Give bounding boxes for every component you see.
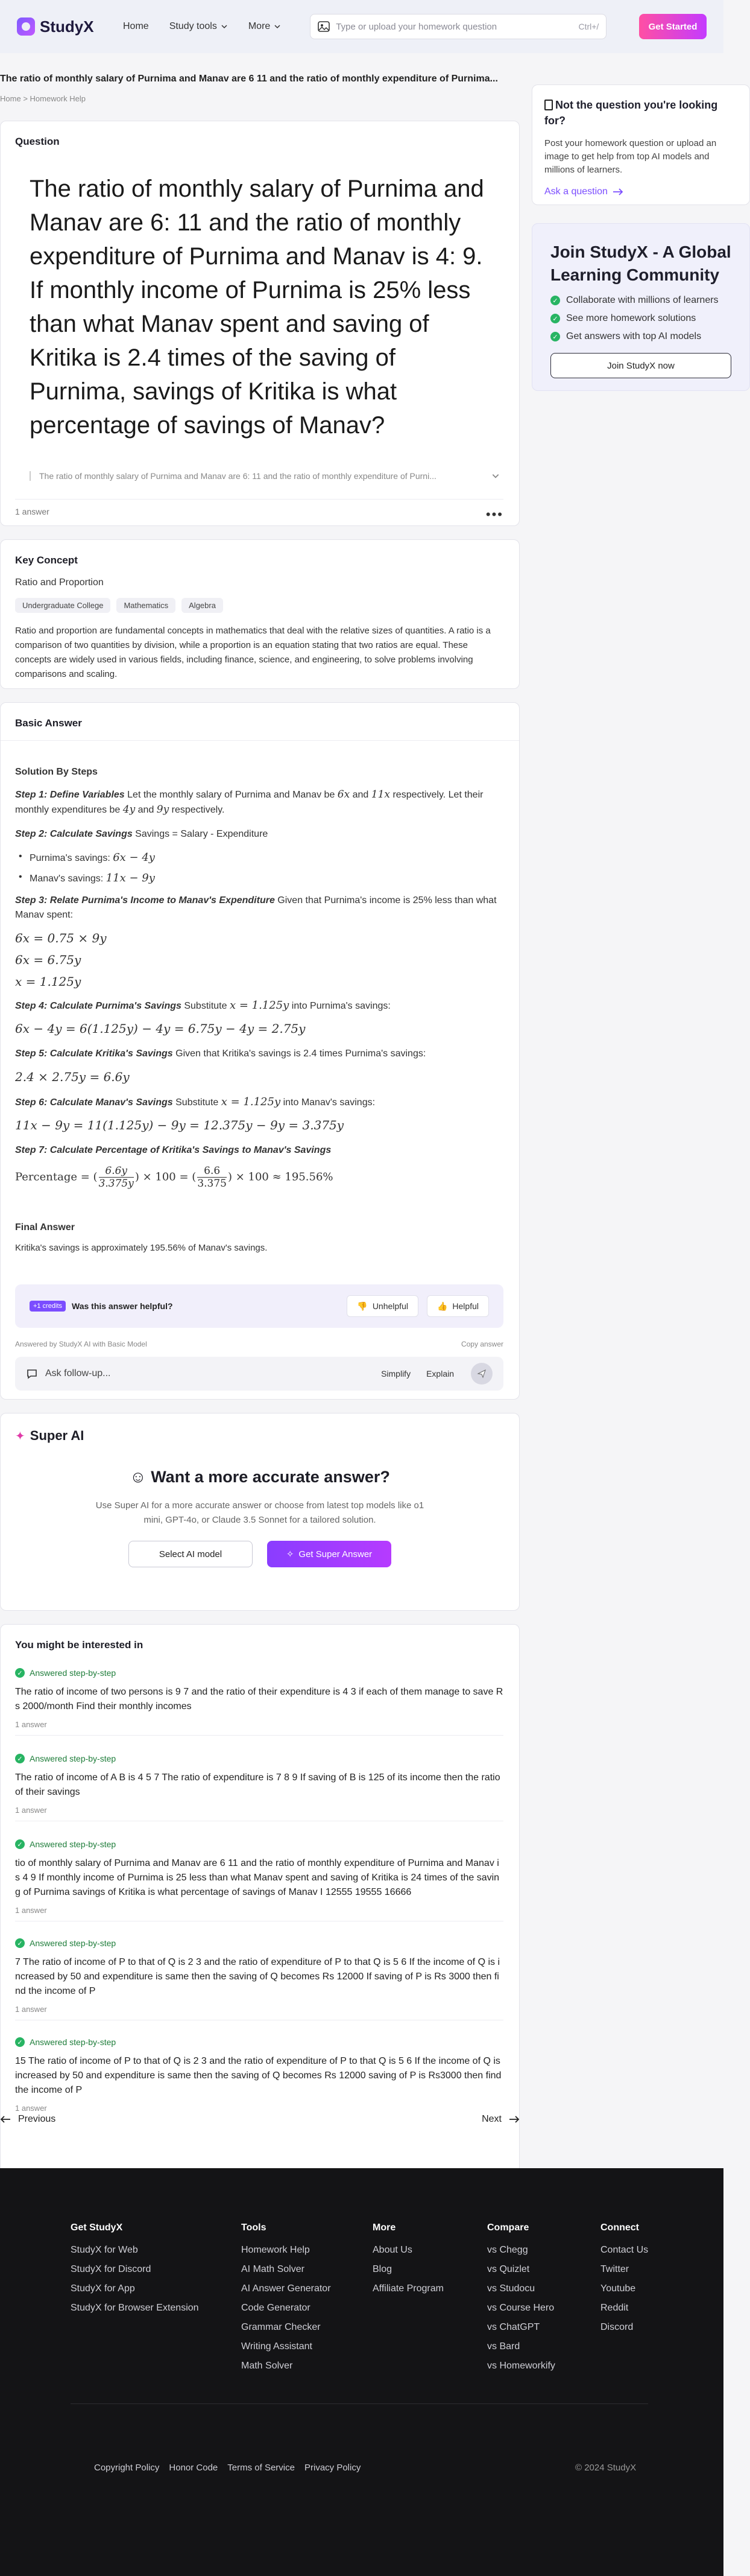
super-ai-description: Use Super AI for a more accurate answer or choose from latest top models like o1 mini, GPT-4o, or Claude 3.5 Sonnet for a tailored solution. [95,1500,424,1525]
check-icon: ✓ [550,332,560,341]
math-expression: 6x − 4y [113,851,155,864]
divider [71,2403,648,2404]
step-3 [15,893,503,922]
related-item-count: 1 answer [15,1720,47,1729]
answered-badge [15,1668,503,1678]
top-nav-bar [0,0,723,53]
nav-home[interactable]: Home [123,21,149,31]
related-item[interactable] [15,1668,503,1736]
chat-icon [26,1368,38,1380]
footer-link[interactable]: Blog [373,2264,392,2274]
breadcrumb-separator: > [23,94,28,103]
math-expression: 11x − 9y [106,872,155,884]
basic-answer-card [0,702,520,1400]
footer [0,2168,723,2576]
check-icon: ✓ [15,1668,25,1678]
footer-column [373,2222,444,2298]
previous-label: Previous [18,2114,56,2124]
list-item-text: Get answers with top AI models [566,331,702,341]
footer-link[interactable]: StudyX for Browser Extension [71,2303,199,2313]
answer-heading: Basic Answer [15,717,82,729]
community-panel [532,223,750,391]
helpful-button[interactable] [427,1295,489,1317]
step-7 [15,1143,503,1158]
footer-link[interactable]: Terms of Service [227,2463,295,2473]
check-icon: ✓ [15,1938,25,1948]
step-title: Step 3: Relate Purnima's Income to Manav's Expenditure [15,895,275,906]
equation: 11x − 9y = 11(1.125y) − 9y = 12.375y − 9y = 3.375y [15,1118,344,1132]
ask-question-label: Ask a question [544,186,608,197]
math-expression: 11x [371,788,391,801]
footer-link[interactable]: Twitter [600,2264,629,2274]
thumbs-up-icon: 👍 [436,1301,448,1311]
answered-badge [15,2037,503,2047]
related-questions-card [0,1624,520,2181]
step-5 [15,1047,503,1061]
fraction-denominator: 3.375y [98,1178,134,1190]
fraction [99,1165,134,1190]
smile-icon: ☺ [130,1468,151,1486]
math-expression: 6x [337,788,350,801]
step-4 [15,998,503,1014]
step-text: into Manav's savings: [280,1097,376,1108]
pager [0,2114,520,2125]
search-input[interactable] [310,14,607,39]
list-item [550,313,731,324]
final-answer-text: Kritika's savings is approximately 195.56% of Manav's savings. [15,1243,268,1253]
check-icon: ✓ [550,314,560,323]
math-expression: 4y [122,804,136,816]
equation: 6x = 6.75y [15,953,81,967]
footer-link[interactable]: AI Math Solver [241,2264,304,2274]
sparkle-icon: ✦ [15,1429,25,1443]
footer-link[interactable]: vs Studocu [487,2283,535,2294]
equation: 6x − 4y = 6(1.125y) − 4y = 6.75y − 4y = 2.75y [15,1021,306,1036]
footer-link[interactable]: Copyright Policy [94,2463,160,2473]
related-item-count: 1 answer [15,2005,47,2014]
related-item[interactable] [15,1938,503,2020]
ask-question-link[interactable] [544,186,737,197]
check-icon: ✓ [15,1839,25,1849]
thumbs-down-icon: 👎 [357,1301,368,1311]
related-item[interactable] [15,1754,503,1821]
footer-link[interactable]: Honor Code [169,2463,218,2473]
key-concept-heading: Key Concept [15,554,78,566]
nav-more-label: More [248,21,271,31]
tag[interactable]: Algebra [181,598,223,613]
super-ai-title [15,1428,505,1444]
answered-badge [15,1938,503,1948]
super-ai-headline-text: Want a more accurate answer? [151,1468,390,1486]
step-text: Substitute [172,1097,221,1108]
arrow-left-icon [0,2115,11,2124]
search-shortcut: Ctrl+/ [578,22,599,31]
join-button[interactable]: Join StudyX now [550,353,731,378]
list-item-text: Purnima's savings: [30,853,113,863]
question-heading: Question [15,136,60,147]
related-item-count: 1 answer [15,1906,47,1915]
answered-badge [15,1754,503,1763]
chevron-down-icon [274,23,281,30]
step-title: Step 1: Define Variables [15,790,125,800]
related-item-text: The ratio of income of two persons is 9 7 and the ratio of their expenditure is 4 3 if each of them manage to save Rs 2000/month Find their monthly incomes [15,1687,503,1712]
not-found-title-text: Not the question you're looking for? [544,99,718,127]
tag[interactable]: Undergraduate College [15,598,110,613]
not-found-body: Post your homework question or upload an image to get help from top AI models and millions of learners. [544,138,717,175]
step-text: Substitute [181,1001,230,1011]
not-found-title [544,97,737,128]
list-item-text: Manav's savings: [30,874,106,884]
equation-part: Percentage = ( [15,1170,98,1184]
copyright: © 2024 StudyX [575,2463,637,2473]
equation: 6x = 0.75 × 9y [15,931,107,945]
followup-placeholder: Ask follow-up... [45,1368,111,1378]
fraction-numerator: 6.6 [197,1165,227,1178]
info-icon [544,100,553,110]
badge-text: Answered step-by-step [30,1754,116,1763]
chevron-down-icon[interactable] [491,472,500,480]
footer-link[interactable]: StudyX for Web [71,2245,138,2255]
fraction-numerator: 6.6y [99,1165,134,1178]
list-item [30,872,155,884]
list-item-text: Collaborate with millions of learners [566,295,719,305]
answer-meta [15,1340,503,1348]
step-text: Savings = Salary - Expenditure [132,829,268,839]
list-item-text: See more homework solutions [566,313,696,323]
question-snippet-text: The ratio of monthly salary of Purnima and Manav are 6: 11 and the ratio of monthly expenditure of Purni... [39,471,436,481]
community-list [550,295,731,342]
fraction [197,1165,227,1190]
footer-link[interactable]: Discord [600,2322,634,2332]
related-heading: You might be interested in [15,1639,143,1651]
list-item [30,851,155,864]
question-text: The ratio of monthly salary of Purnima and Manav are 6: 11 and the ratio of monthly expenditure of Purnima and Manav is 4: 9. If monthly income of Purnima is 25% less than what Manav spent and saving of Kritika is 2.4 times of the saving of Purnima, savings of Kritika is what percentage of savings of Manav? [30,176,484,439]
nav-study-tools-label: Study tools [169,21,217,31]
nav-study-tools[interactable] [169,21,228,32]
breadcrumb-home[interactable]: Home [0,94,21,103]
answered-badge [15,1839,503,1849]
step-text: Given that Purnima's income is 25% less than what Manav spent: [15,895,497,920]
footer-column [71,2222,199,2318]
check-icon: ✓ [15,2037,25,2047]
footer-link[interactable]: Contact Us [600,2245,649,2255]
search-placeholder: Type or upload your homework question [336,21,497,32]
footer-link[interactable]: Writing Assistant [241,2341,312,2352]
send-icon[interactable] [471,1363,493,1385]
super-ai-title-text: Super AI [30,1428,84,1443]
super-ai-buttons [15,1541,505,1567]
footer-link[interactable]: StudyX for App [71,2283,135,2294]
footer-link[interactable]: AI Answer Generator [241,2283,331,2294]
related-item-text: 7 The ratio of income of P to that of Q is 2 3 and the ratio of expenditure of P to that Q is 5 6 If the income of Q is increased by 50 and expenditure is same then the saving of Q becomes Rs 12000 If saving of P is Rs 3000 then find the income of P [15,1957,500,1996]
math-expression: 9y [156,804,169,816]
check-icon-wrap [15,1754,25,1763]
related-item-text: 15 The ratio of income of P to that of Q is 2 3 and the ratio of expenditure of P to that Q is 5 6 If the income of Q is increased by 50 and expenditure is same then the saving of Q becomes Rs 12000 saving of P is Rs3000 then find the income of P [15,2056,502,2095]
footer-link[interactable]: vs Course Hero [487,2303,555,2313]
unhelpful-button[interactable] [347,1295,418,1317]
get-started-button[interactable]: Get Started [639,14,707,39]
super-ai-card [0,1413,520,1611]
helpful-label: Helpful [452,1301,479,1311]
footer-link[interactable]: StudyX for Discord [71,2264,151,2274]
super-ai-headline [15,1468,505,1486]
footer-link[interactable]: vs Bard [487,2341,520,2352]
step-title: Step 7: Calculate Percentage of Kritika's Savings to Manav's Savings [15,1145,332,1155]
next-button[interactable] [482,2114,520,2125]
check-icon-wrap [15,2037,25,2047]
check-icon: ✓ [15,1754,25,1763]
badge-text: Answered step-by-step [30,1938,116,1948]
feedback-question: Was this answer helpful? [72,1301,173,1311]
related-item[interactable] [15,1839,503,1921]
footer-link[interactable]: vs Quizlet [487,2264,530,2274]
copy-answer-button[interactable]: Copy answer [461,1340,503,1348]
step-2 [15,827,503,842]
related-item-count: 1 answer [15,2104,47,2113]
check-icon: ✓ [550,296,560,305]
step-text: and [135,805,157,815]
check-icon-wrap [15,1938,25,1948]
feedback-bar [15,1284,503,1328]
page-title: The ratio of monthly salary of Purnima and Manav are 6 11 and the ratio of monthly expenditure of Purnima... [0,74,498,84]
footer-link[interactable]: vs ChatGPT [487,2322,540,2332]
footer-link[interactable]: Code Generator [241,2303,310,2313]
badge-text: Answered step-by-step [30,1839,116,1849]
final-answer-heading: Final Answer [15,1222,75,1232]
footer-link[interactable]: Youtube [600,2283,636,2294]
footer-column-title: Connect [600,2222,639,2233]
divider [1,740,519,741]
footer-link[interactable]: Homework Help [241,2245,310,2255]
footer-column-title: More [373,2222,396,2233]
footer-link[interactable]: Affiliate Program [373,2283,444,2294]
footer-column-title: Get StudyX [71,2222,123,2233]
chevron-down-icon [221,23,228,30]
step-6 [15,1095,503,1110]
tag[interactable]: Mathematics [116,598,175,613]
footer-link[interactable]: vs Homeworkify [487,2361,555,2371]
magic-wand-icon: ✧ [286,1549,294,1559]
arrow-right-icon [509,2115,520,2124]
math-expression: x = 1.125y [221,1096,281,1108]
feedback-buttons [347,1295,489,1317]
select-ai-model-button[interactable]: Select AI model [128,1541,253,1567]
get-super-answer-label: Get Super Answer [298,1549,373,1559]
credit-badge: +1 credits [30,1301,66,1312]
step-1 [15,787,503,817]
equation-part: ) × 100 ≈ 195.56% [227,1170,333,1184]
footer-link[interactable]: Math Solver [241,2361,293,2371]
footer-link[interactable]: Reddit [600,2303,629,2313]
answered-by: Answered by StudyX AI with Basic Model [15,1340,147,1348]
key-concept-card [0,539,520,689]
not-found-panel [532,84,750,205]
footer-link[interactable]: vs Chegg [487,2245,528,2255]
related-item-text: The ratio of income of A B is 4 5 7 The ratio of expenditure is 7 8 9 If saving of B is 125 of its income then the ratio of their savings [15,1772,500,1797]
fraction-denominator: 3.375 [197,1178,227,1190]
equation [15,1165,503,1190]
badge-text: Answered step-by-step [30,1668,116,1678]
step-title: Step 6: Calculate Manav's Savings [15,1097,173,1108]
breadcrumb-homework-help[interactable]: Homework Help [30,94,86,103]
footer-column-title: Tools [241,2222,266,2233]
simplify-button[interactable]: Simplify [381,1369,411,1378]
footer-column-title: Compare [487,2222,529,2233]
breadcrumb [0,94,86,103]
question-card [0,121,520,526]
explain-button[interactable]: Explain [426,1369,454,1378]
answer-count: 1 answer [15,507,49,516]
step-text: into Purnima's savings: [289,1001,391,1011]
footer-link[interactable]: Privacy Policy [304,2463,361,2473]
arrow-right-icon [613,188,623,196]
footer-column [487,2222,555,2376]
step-text: respectively. [169,805,225,815]
footer-column [600,2222,648,2337]
related-item-text: tio of monthly salary of Purnima and Manav are 6 11 and the ratio of monthly expenditure of Purnima and Manav is 4 9 If monthly income of Purnima is 25 less than what Manav spent and saving of Kritika is 24 times of the saving of Purnima savings of Kritika is what percentage of savings of Manav I 12555 19555 16666 [15,1858,500,1897]
equation: 2.4 × 2.75y = 6.6y [15,1070,130,1084]
logo-icon [17,17,35,36]
related-item[interactable] [15,2037,503,2119]
step-title: Step 4: Calculate Purnima's Savings [15,1001,181,1011]
footer-legal-links [94,2463,361,2473]
brand-name: StudyX [40,17,94,36]
math-expression: x = 1.125y [229,999,289,1012]
more-options-icon[interactable]: ••• [485,507,503,522]
related-item-count: 1 answer [15,1806,47,1815]
footer-link[interactable]: About Us [373,2245,412,2255]
followup-input[interactable] [15,1357,503,1391]
step-title: Step 5: Calculate Kritika's Savings [15,1048,173,1059]
check-icon-wrap [15,1839,25,1849]
equation-part: ) × 100 = ( [134,1170,197,1184]
check-icon-wrap [15,1668,25,1678]
logo[interactable] [17,17,101,36]
unhelpful-label: Unhelpful [372,1301,408,1311]
list-item [550,295,731,306]
next-label: Next [482,2114,502,2124]
solution-heading: Solution By Steps [15,767,98,777]
step-text: and [350,790,371,800]
step-text: respectively. Let their monthly expenditures be [15,790,484,815]
question-snippet[interactable] [30,471,500,481]
concept-text: Ratio and proportion are fundamental concepts in mathematics that deal with the relative sizes of quantities. A ratio is a comparison of two quantities by division, while a proportion is an equation stating that two ratios are equal. These concepts are widely used in various fields, including finance, science, and engineering, to solve problems involving comparisons and scaling. [15,626,491,679]
step-text: Given that Kritika's savings is 2.4 times Purnima's savings: [172,1048,426,1059]
step-title: Step 2: Calculate Savings [15,829,133,839]
question-footer [15,499,503,522]
community-title: Join StudyX - A Global Learning Community [550,243,731,284]
nav-more[interactable] [248,21,281,32]
previous-button[interactable] [0,2114,55,2125]
concept-tags [15,598,505,613]
footer-column [241,2222,331,2376]
footer-link[interactable]: Grammar Checker [241,2322,321,2332]
image-upload-icon[interactable] [318,21,330,32]
get-super-answer-button[interactable] [267,1541,391,1567]
list-item [550,331,731,342]
badge-text: Answered step-by-step [30,2037,116,2047]
main-nav [123,21,281,32]
concept-name: Ratio and Proportion [15,577,104,588]
equation: x = 1.125y [15,974,81,989]
step-text: Let the monthly salary of Purnima and Manav be [124,790,338,800]
